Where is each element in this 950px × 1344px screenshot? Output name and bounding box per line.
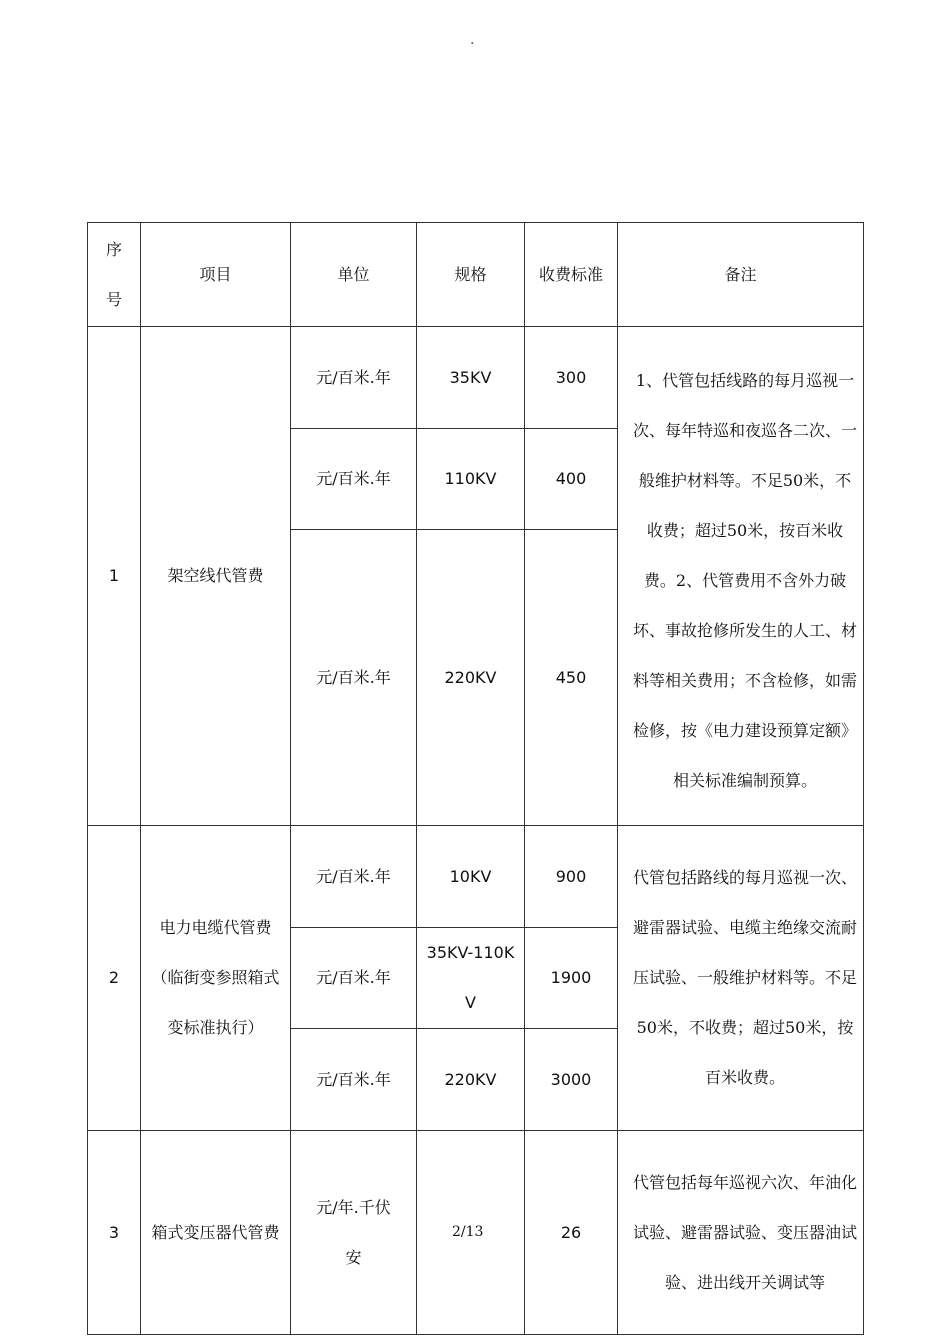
row-unit: 元/年.千伏安 (291, 1131, 417, 1335)
header-fee: 收费标准 (525, 223, 618, 327)
row-fee: 300 (525, 327, 618, 429)
row-item: 架空线代管费 (141, 327, 291, 826)
header-unit: 单位 (291, 223, 417, 327)
row-spec: 220KV (417, 1029, 525, 1131)
header-seq: 序号 (88, 223, 141, 327)
fee-table (87, 222, 864, 1335)
row-spec: 35KV (417, 327, 525, 429)
row-spec: 110KV (417, 429, 525, 530)
row-note: 1、代管包括线路的每月巡视一次、每年特巡和夜巡各二次、一般维护材料等。不足50米，不收费；超过50米，按百米收费。2、代管费用不含外力破坏、事故抢修所发生的人工、材料等相关费用；不含检修，如需检修，按《电力建设预算定额》相关标准编制预算。 (618, 327, 864, 826)
row-unit: 元/百米.年 (291, 530, 417, 826)
table-header-row (88, 223, 864, 327)
row-unit: 元/百米.年 (291, 928, 417, 1029)
row-spec: 10KV (417, 826, 525, 928)
row-spec: 220KV (417, 530, 525, 826)
row-unit: 元/百米.年 (291, 826, 417, 928)
row-item: 箱式变压器代管费 (141, 1131, 291, 1335)
row-note: 代管包括路线的每月巡视一次、避雷器试验、电缆主绝缘交流耐压试验、一般维护材料等。不足50米，不收费；超过50米，按百米收费。 (618, 826, 864, 1131)
row-unit: 元/百米.年 (291, 327, 417, 429)
row-fee: 400 (525, 429, 618, 530)
row-spec: 35KV-110KV (417, 928, 525, 1029)
row-fee: 26 (525, 1131, 618, 1335)
header-spec: 规格 (417, 223, 525, 327)
row-fee: 900 (525, 826, 618, 928)
row-unit: 元/百米.年 (291, 1029, 417, 1131)
top-mark: . (470, 32, 475, 48)
row-fee: 3000 (525, 1029, 618, 1131)
page-number: 2/13 (452, 1224, 484, 1240)
row-seq: 1 (88, 327, 141, 826)
table-row (88, 826, 864, 928)
table-row (88, 327, 864, 429)
row-seq: 3 (88, 1131, 141, 1335)
row-unit: 元/百米.年 (291, 429, 417, 530)
header-item: 项目 (141, 223, 291, 327)
row-fee: 450 (525, 530, 618, 826)
header-note: 备注 (618, 223, 864, 327)
row-item: 电力电缆代管费（临街变参照箱式变标准执行） (141, 826, 291, 1131)
row-note: 代管包括每年巡视六次、年油化试验、避雷器试验、变压器油试验、进出线开关调试等 (618, 1131, 864, 1335)
row-seq: 2 (88, 826, 141, 1131)
row-fee: 1900 (525, 928, 618, 1029)
